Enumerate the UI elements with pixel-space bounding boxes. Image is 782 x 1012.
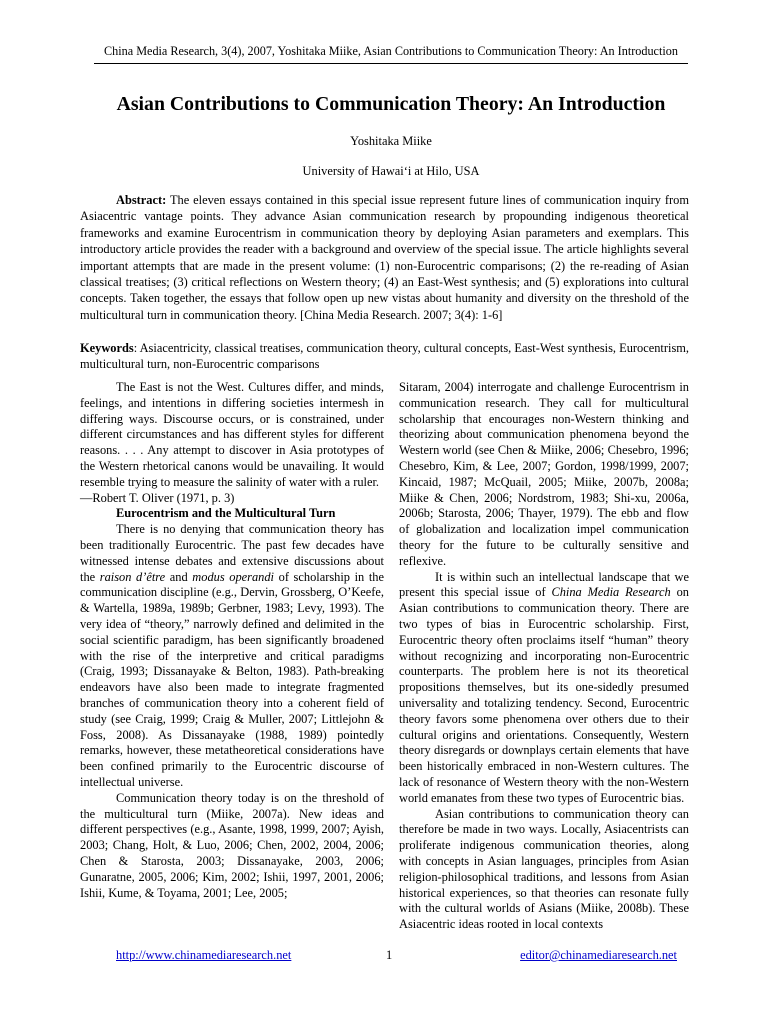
- paragraph-text: There is no denying that communication theory has been traditionally Eurocentric. The past few decades have witnessed intense debates and extensive discussions about the: [80, 522, 384, 584]
- header-divider: [94, 63, 688, 64]
- epigraph: [80, 380, 384, 506]
- body-paragraph: Communication theory today is on the threshold of the multicultural turn (Miike, 2007a). New ideas and different perspectives (e.g., Asante, 1998, 1999, 2007; Ayish, 2003; Chang, Holt, & Luo, 2006; Chen, 2002, 2004, 2006; Chen & Starosta, 2003; Dissanayake, 2003, 2006; Gunaratne, 2005, 2006; Kim, 2002; Ishii, 1997, 2001, 2006; Ishii, Kume, & Toyama, 2001; Lee, 2005;: [80, 790, 384, 900]
- paragraph-text: It is within such an intellectual landscape that we present this special issue of: [399, 569, 689, 600]
- epigraph-attribution: —Robert T. Oliver (1971, p. 3): [80, 490, 235, 505]
- article-title: Asian Contributions to Communication Theory: An Introduction: [116, 93, 666, 115]
- page-number: 1: [386, 948, 393, 962]
- paragraph-text: on Asian contributions to communication theory. There are two types of bias in Eurocentric scholarship. First, Eurocentric theory often proclaims itself “human” theory without recognizing and incorporating non-Eurocentric counterparts. The problem here is not its theoretical propositions themselves, but its one-sidedly presumed universality and totalizing tendency. Second, Eurocentric theory favors some phenomena over others due to their cultural origins and orientations. Consequently, Western theory disregards or downplays certain elements that have been historically embraced in non-Western cultures. The lack of resonance of Western theory with the non-Western world emanates from these two types of Eurocentric bias.: [399, 585, 689, 805]
- keywords-text: : Asiacentricity, classical treatises, communication theory, cultural concepts, East-West synthesis, Eurocentrism, multicultural turn, non-Eurocentric comparisons: [80, 341, 689, 372]
- abstract: [80, 192, 689, 323]
- italic-term: modus operandi: [192, 569, 275, 584]
- author-name: Yoshitaka Miike: [350, 134, 432, 148]
- keywords-label: Keywords: [80, 341, 134, 355]
- author-affiliation: University of Hawai‘i at Hilo, USA: [302, 164, 480, 178]
- keywords: [80, 340, 689, 373]
- body-paragraph: [80, 522, 384, 791]
- section-heading: Eurocentrism and the Multicultural Turn: [116, 506, 336, 521]
- paragraph-text: and: [165, 569, 193, 584]
- body-paragraph: Asian contributions to communication theory can therefore be made in two ways. Locally, Asiacentrists can proliferate indigenous communication theories, along with concepts in Asian languages, principles from Asian religion-philosophical traditions, and lessons from Asian historical experiences, so that theories can resonate fully with the cultural worlds of Asians (Miike, 2008b). These Asiacentric ideas rooted in local contexts: [399, 806, 689, 932]
- right-column: [399, 380, 689, 933]
- abstract-label: Abstract:: [116, 193, 167, 207]
- journal-name: China Media Research: [551, 585, 671, 600]
- body-paragraph: Sitaram, 2004) interrogate and challenge Eurocentrism in communication research. They call for multicultural scholarship that encourages non-Western thinking and theorizing about communication phenomena beyond the Western world (see Chen & Miike, 2006; Chesebro, 1996; Chesebro, Kim, & Lee, 2007; Gordon, 1998/1999, 2007; Kincaid, 1987; McQuail, 2005; Miike, 2007b, 2008a; Miike & Chen, 2006; Nordstrom, 1983; Shi-xu, 2006a, 2006b; Starosta, 2006; Thayer, 1979). The ebb and flow of globalization and localization impel communication theory for the future to be culturally sensitive and reflexive.: [399, 380, 689, 568]
- italic-term: raison d’être: [99, 569, 166, 584]
- email-link[interactable]: editor@chinamediaresearch.net: [520, 948, 677, 962]
- body-paragraph: [399, 570, 689, 807]
- paragraph-text: of scholarship in the communication discipline (e.g., Dervin, Grossberg, O’Keefe, & Wartella, 1989a, 1989b; Gerbner, 1983; Levy, 1993). The very idea of “theory,” narrowly defined and delimited in the social scientific paradigm, has been significantly broadened with the rise of the interpretive and critical paradigms (Craig, 1993; Dissanayake & Belton, 1983). Path-breaking endeavors have also been made to integrate fragmented branches of communication theory into a coherent field of study (see Craig, 1999; Craig & Muller, 2007; Littlejohn & Foss, 2008). As Dissanayake (1988, 1989) pointedly remarks, however, these metatheoretical considerations have been confined primarily to the Eurocentric discourse of intellectual universe.: [80, 569, 384, 789]
- website-link[interactable]: http://www.chinamediaresearch.net: [116, 948, 292, 962]
- running-header: China Media Research, 3(4), 2007, Yoshitaka Miike, Asian Contributions to Communication Theory: An Introduction: [104, 44, 678, 58]
- left-column: [80, 380, 384, 901]
- abstract-text: The eleven essays contained in this special issue represent future lines of communication inquiry from Asiacentric vantage points. They advance Asian communication research by propounding indigenous theoretical frameworks and examine Eurocentrism in communication theory by deploying Asian parameters and exemplars. This introductory article provides the reader with a background and overview of the special issue. The article highlights several important attempts that are made in the present volume: (1) non-Eurocentric comparisons; (2) the re-reading of Asian classical treatises; (3) critical reflections on Western theory; (4) an East-West synthesis; and (5) explorations into cultural concepts. Taken together, the essays that follow open up new vistas about humanity and diversity on the threshold of the multicultural turn in communication theory. [China Media Research. 2007; 3(4): 1-6]: [80, 193, 689, 322]
- epigraph-quote: The East is not the West. Cultures differ, and minds, feelings, and intentions in differing societies intermesh in differing ways. Discourse occurs, or is constrained, under different circumstances and has different styles for different reasons. . . . Any attempt to discover in Asia prototypes of the Western rhetorical canons would be unavailing. It would resemble trying to measure the salinity of water with a ruler.: [80, 380, 384, 489]
